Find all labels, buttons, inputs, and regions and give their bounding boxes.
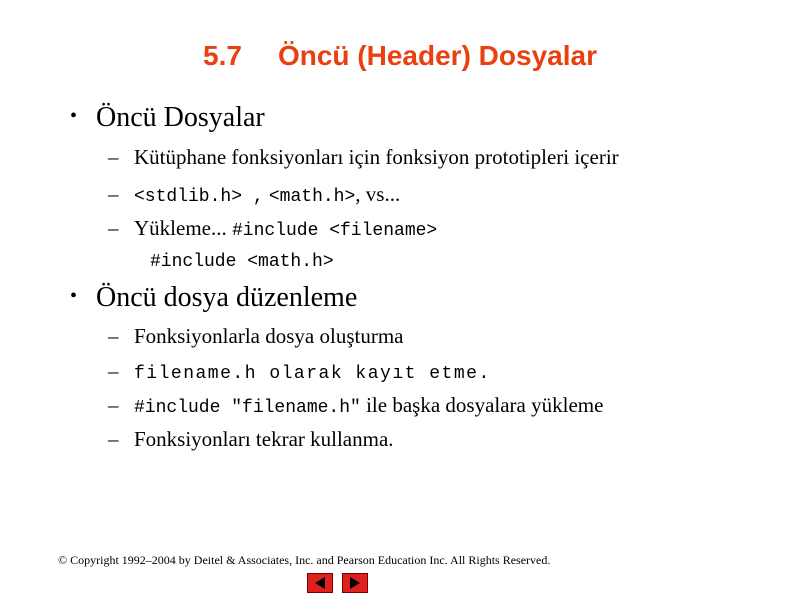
bullet-dot: •: [70, 285, 78, 307]
dash-marker: –: [108, 216, 119, 240]
sub-tail: , vs...: [355, 182, 401, 206]
previous-slide-button[interactable]: [307, 573, 333, 593]
code-include: #include <filename>: [231, 221, 438, 241]
dash-marker: –: [108, 393, 119, 417]
left-triangle-icon: [308, 574, 332, 592]
bullet-2-sub-1: [108, 326, 403, 347]
dash-marker: –: [108, 427, 119, 451]
bullet-1-continuation: [150, 251, 334, 271]
code-stdlib: <stdlib.h> ,: [134, 187, 264, 207]
right-triangle-icon: [343, 574, 367, 592]
dash-marker: –: [108, 145, 119, 169]
bullet-2-sub-3: [108, 395, 603, 417]
dash-marker: –: [108, 324, 119, 348]
sub-text: Fonksiyonlarla dosya oluşturma: [134, 324, 404, 348]
slide-title: [0, 40, 800, 72]
sub-text: Kütüphane fonksiyonları için fonksiyon prototipleri içerir: [134, 145, 619, 169]
bullet-2-sub-4: [108, 429, 394, 450]
bullet-dot: •: [70, 105, 78, 127]
code-include-filename: #include "filename.h": [134, 398, 361, 418]
sub-text: Yükleme...: [134, 216, 232, 240]
bullet-2: [70, 284, 357, 312]
dash-marker: –: [108, 182, 119, 206]
title-text: Öncü (Header) Dosyalar: [277, 40, 597, 71]
bullet-1-sub-3: [108, 218, 437, 240]
copyright-notice: © Copyright 1992–2004 by Deitel & Associates, Inc. and Pearson Education Inc. All Rights Reserved.: [58, 553, 551, 567]
code-math: <math.h>: [268, 187, 356, 207]
sub-tail: ile başka dosyalara yükleme: [360, 393, 604, 417]
code-filename: filename.h olarak kayıt etme.: [134, 364, 491, 384]
bullet-1-text: Öncü Dosyalar: [96, 102, 265, 133]
section-number: 5.7: [203, 40, 242, 71]
bullet-2-sub-2: [108, 361, 491, 383]
bullet-1: [70, 104, 265, 132]
bullet-2-text: Öncü dosya düzenleme: [96, 282, 358, 313]
sub-text: Fonksiyonları tekrar kullanma.: [134, 427, 394, 451]
bullet-1-sub-2: [108, 184, 400, 206]
code-include-math: #include <math.h>: [150, 252, 334, 272]
next-slide-button[interactable]: [342, 573, 368, 593]
bullet-1-sub-1: [108, 147, 619, 168]
dash-marker: –: [108, 359, 119, 383]
